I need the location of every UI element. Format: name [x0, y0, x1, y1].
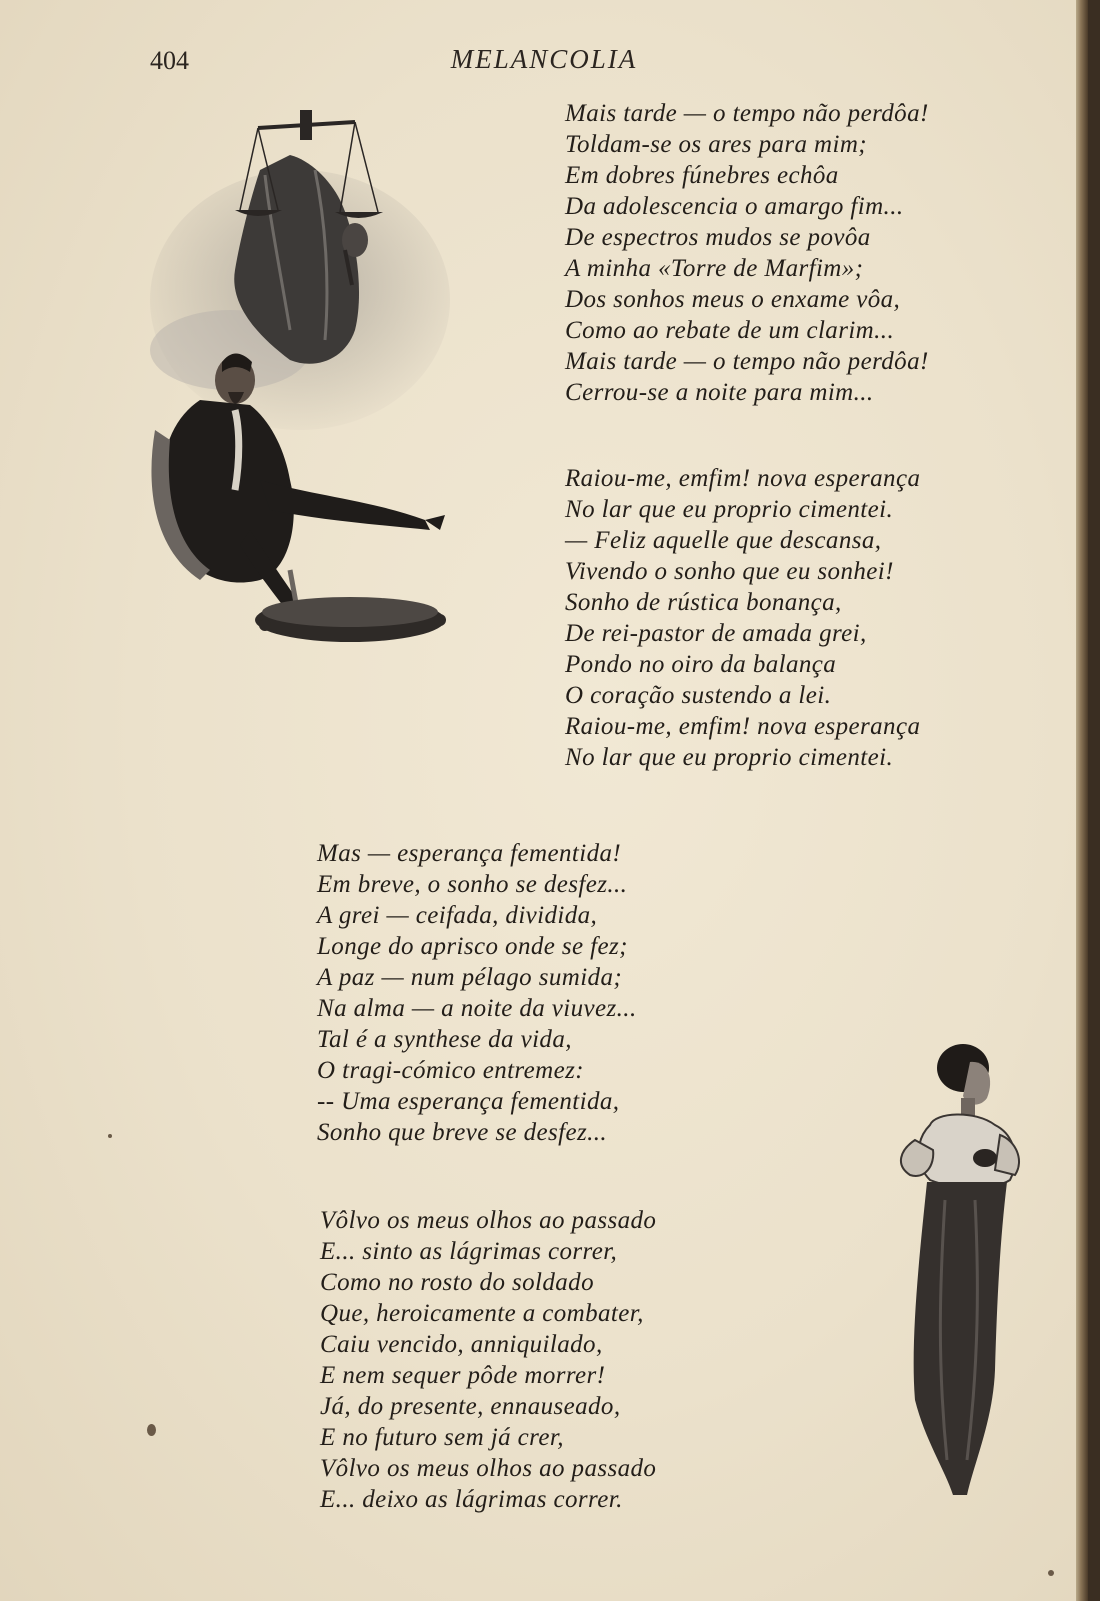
verse-line: A minha «Torre de Marfim»; [565, 255, 864, 282]
stanza-2 [565, 463, 920, 773]
verse-line: Sonho de rústica bonança, [565, 589, 842, 616]
verse-line: Dos sonhos meus o enxame vôa, [565, 286, 901, 313]
verse-line: De rei-pastor de amada grei, [565, 620, 867, 647]
verse-line: Vôlvo os meus olhos ao passado [320, 1455, 657, 1482]
verse-line: Mais tarde — o tempo não perdôa! [565, 100, 929, 127]
seated-man-with-scales-illustration [140, 100, 470, 660]
paper-speck [108, 1134, 112, 1138]
verse-line: Raiou-me, emfim! nova esperança [565, 713, 921, 740]
paper-speck [1048, 1570, 1054, 1576]
verse-line: A paz — num pélago sumida; [317, 964, 623, 991]
verse-line: E no futuro sem já crer, [320, 1424, 564, 1451]
verse-line: No lar que eu proprio cimentei. [565, 496, 894, 523]
verse-line: Mais tarde — o tempo não perdôa! [565, 348, 929, 375]
verse-line: Como no rosto do soldado [320, 1269, 594, 1296]
verse-line: Longe do aprisco onde se fez; [317, 933, 628, 960]
verse-line: O coração sustendo a lei. [565, 682, 832, 709]
verse-line: Que, heroicamente a combater, [320, 1300, 644, 1327]
verse-line: Na alma — a noite da viuvez... [317, 995, 637, 1022]
verse-line: Já, do presente, ennauseado, [320, 1393, 621, 1420]
verse-line: Pondo no oiro da balança [565, 651, 837, 678]
stanza-3 [317, 838, 637, 1148]
verse-line: Sonho que breve se desfez... [317, 1119, 608, 1146]
verse-line: O tragi-cómico entremez: [317, 1057, 584, 1084]
verse-line: Vivendo o sonho que eu sonhei! [565, 558, 894, 585]
verse-line: Vôlvo os meus olhos ao passado [320, 1207, 657, 1234]
verse-line: Da adolescencia o amargo fim... [565, 193, 904, 220]
paper-speck [147, 1424, 156, 1436]
verse-line: E nem sequer pôde morrer! [320, 1362, 606, 1389]
verse-line: A grei — ceifada, dividida, [317, 902, 598, 929]
verse-line: De espectros mudos se povôa [565, 224, 871, 251]
verse-line: — Feliz aquelle que descansa, [565, 527, 882, 554]
verse-line: Mas — esperança fementida! [317, 840, 622, 867]
stanza-4 [320, 1205, 656, 1515]
verse-line: Tal é a synthese da vida, [317, 1026, 572, 1053]
verse-line: E... deixo as lágrimas correr. [320, 1486, 623, 1513]
verse-line: Como ao rebate de um clarim... [565, 317, 895, 344]
verse-line: Em breve, o sonho se desfez... [317, 871, 628, 898]
page-number: 404 [150, 46, 189, 75]
verse-line: E... sinto as lágrimas correr, [320, 1238, 618, 1265]
verse-line: Raiou-me, emfim! nova esperança [565, 465, 921, 492]
running-head: MELANCOLIA [450, 44, 638, 74]
verse-line: No lar que eu proprio cimentei. [565, 744, 894, 771]
verse-line: Cerrou-se a noite para mim... [565, 379, 874, 406]
verse-line: -- Uma esperança fementida, [317, 1088, 620, 1115]
verse-line: Toldam-se os ares para mim; [565, 131, 868, 158]
woman-looking-upward-illustration [875, 1040, 1025, 1500]
page-edge [1076, 0, 1088, 1601]
stanza-1 [565, 98, 929, 408]
verse-line: Caiu vencido, anniquilado, [320, 1331, 603, 1358]
verse-line: Em dobres fúnebres echôa [565, 162, 839, 189]
